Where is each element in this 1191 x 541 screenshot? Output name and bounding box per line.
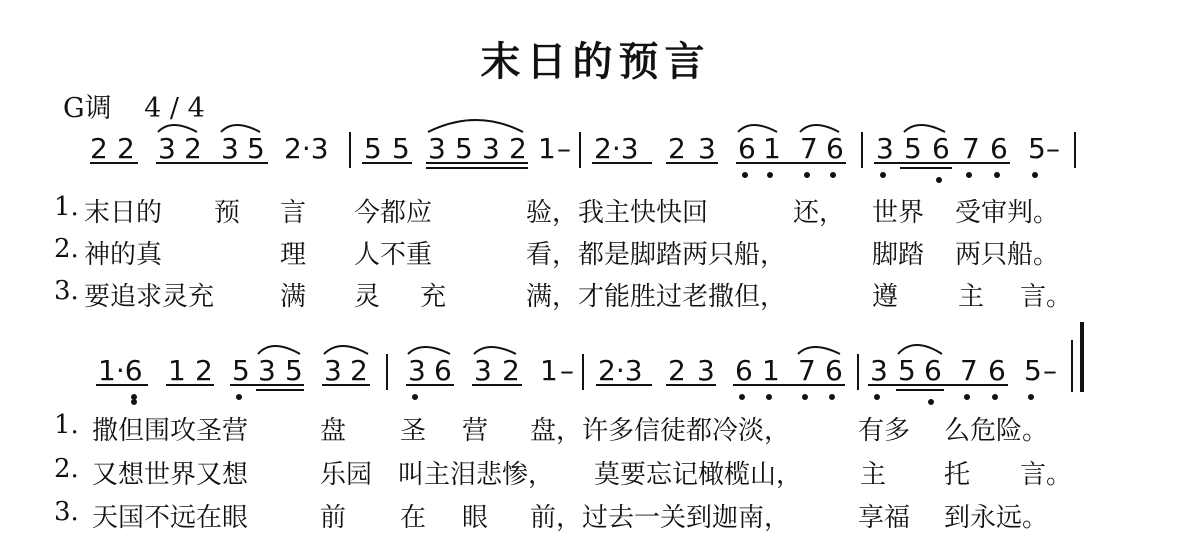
verse-number: 3. xyxy=(54,276,79,306)
lyric-line xyxy=(0,192,1191,226)
note: 5 xyxy=(904,132,922,165)
note: 3 xyxy=(428,132,446,165)
lyric-text: 天国不远在眼 xyxy=(92,503,249,533)
note: – xyxy=(1043,354,1057,387)
lyric-text: 撒但围攻圣营 xyxy=(92,416,249,446)
lyric-text: 预 xyxy=(214,198,241,228)
note: 6 xyxy=(738,132,756,165)
lyric-text: 圣 xyxy=(400,416,427,446)
note: 1 xyxy=(763,132,781,165)
note: 6 xyxy=(924,354,942,387)
note: 6 xyxy=(735,354,753,387)
lyric-text: 充 xyxy=(420,282,447,312)
lyric-text: 理 xyxy=(280,240,307,270)
lyric-line xyxy=(0,497,1191,531)
lyric-text: 言。 xyxy=(1020,460,1073,490)
note: 1 xyxy=(168,354,186,387)
note: 3 xyxy=(697,354,715,387)
note: 2·3 xyxy=(594,132,639,165)
lyric-text: 还， xyxy=(793,198,846,228)
song-title: 末日的预言 xyxy=(480,39,711,85)
note: 5 xyxy=(232,354,250,387)
note: 7 xyxy=(798,354,816,387)
note: – xyxy=(557,132,571,165)
note: 3 xyxy=(158,132,176,165)
note: 3 xyxy=(474,354,492,387)
note: 3 xyxy=(408,354,426,387)
note: 3 xyxy=(258,354,276,387)
lyric-text: 享福 xyxy=(858,503,911,533)
note: 3 xyxy=(876,132,894,165)
lyric-text: 灵 xyxy=(354,282,381,312)
note: 2 xyxy=(668,354,686,387)
note: 5 xyxy=(1024,354,1042,387)
note: 5 xyxy=(247,132,265,165)
time-signature: 4 / 4 xyxy=(144,93,205,124)
note: 3 xyxy=(324,354,342,387)
note: 2 xyxy=(502,354,520,387)
note: 5 xyxy=(285,354,303,387)
verse-number: 3. xyxy=(54,497,79,527)
lyric-text: 满 xyxy=(280,282,307,312)
note: 7 xyxy=(960,354,978,387)
note: 1 xyxy=(540,354,558,387)
note: 2 xyxy=(184,132,202,165)
note: 5 xyxy=(1028,132,1046,165)
note: 3 xyxy=(221,132,239,165)
lyric-line xyxy=(0,234,1191,268)
lyric-text: 在 xyxy=(400,503,427,533)
lyric-text: 前 xyxy=(320,503,347,533)
note: 5 xyxy=(392,132,410,165)
lyric-text: 今都应 xyxy=(354,198,433,228)
lyric-text: 末日的 xyxy=(84,198,163,228)
note: 5 xyxy=(364,132,382,165)
lyric-text: 世界 xyxy=(872,198,925,228)
note: – xyxy=(1046,132,1060,165)
lyric-text: 眼 xyxy=(462,503,489,533)
note: 2·3 xyxy=(598,354,643,387)
note: 3 xyxy=(870,354,888,387)
verse-number: 2. xyxy=(54,234,79,264)
note: 2 xyxy=(117,132,135,165)
lyric-text: 盘 xyxy=(320,416,347,446)
note: 2 xyxy=(195,354,213,387)
lyric-text: 莫要忘记橄榄山， xyxy=(594,460,803,490)
lyric-text: 乐园 xyxy=(320,460,373,490)
note: 3 xyxy=(698,132,716,165)
note: 6 xyxy=(990,132,1008,165)
lyric-text: 营 xyxy=(462,416,489,446)
note: 7 xyxy=(800,132,818,165)
lyric-text: 两只船。 xyxy=(955,240,1060,270)
note: 5 xyxy=(898,354,916,387)
lyric-text: 脚踏 xyxy=(872,240,925,270)
verse-number: 1. xyxy=(54,192,79,222)
lyric-text: 到永远。 xyxy=(944,503,1049,533)
lyric-text: 人不重 xyxy=(354,240,433,270)
lyric-text: 主 xyxy=(860,460,887,490)
note: – xyxy=(560,354,574,387)
note: 2 xyxy=(350,354,368,387)
note: 2·3 xyxy=(284,132,329,165)
note: 5 xyxy=(455,132,473,165)
lyric-text: 看，都是脚踏两只船， xyxy=(526,240,787,270)
note: 6 xyxy=(932,132,950,165)
lyric-text: 托 xyxy=(944,460,971,490)
lyric-text: 言 xyxy=(280,198,307,228)
note: 6 xyxy=(825,354,843,387)
lyric-text: 叫主泪悲惨， xyxy=(398,460,555,490)
lyric-text: 要追求灵充 xyxy=(84,282,215,312)
verse-number: 2. xyxy=(54,454,79,484)
lyric-text: 前，过去一关到迦南， xyxy=(530,503,791,533)
lyric-text: 又想世界又想 xyxy=(92,460,249,490)
lyric-text: 受审判。 xyxy=(955,198,1060,228)
note: 2 xyxy=(90,132,108,165)
verse-number: 1. xyxy=(54,410,79,440)
lyric-line xyxy=(0,410,1191,444)
lyric-text: 验，我主快快回 xyxy=(526,198,709,228)
note: 1 xyxy=(538,132,556,165)
lyric-text: 盘，许多信徒都冷淡， xyxy=(530,416,791,446)
lyric-line xyxy=(0,454,1191,488)
note: 6 xyxy=(988,354,1006,387)
note: 2 xyxy=(668,132,686,165)
note: 2 xyxy=(509,132,527,165)
key-label: G调 xyxy=(63,93,112,124)
lyric-line xyxy=(0,276,1191,310)
note: 7 xyxy=(962,132,980,165)
note: 3 xyxy=(482,132,500,165)
lyric-text: 遵 xyxy=(872,282,899,312)
lyric-text: 言。 xyxy=(1020,282,1073,312)
note: 6 xyxy=(434,354,452,387)
note: 1·6 xyxy=(98,354,143,387)
lyric-text: 满，才能胜过老撒但， xyxy=(526,282,787,312)
lyric-text: 神的真 xyxy=(84,240,163,270)
note: 1 xyxy=(762,354,780,387)
lyric-text: 主 xyxy=(958,282,985,312)
note: 6 xyxy=(826,132,844,165)
lyric-text: 有多 xyxy=(858,416,911,446)
lyric-text: 么危险。 xyxy=(944,416,1049,446)
